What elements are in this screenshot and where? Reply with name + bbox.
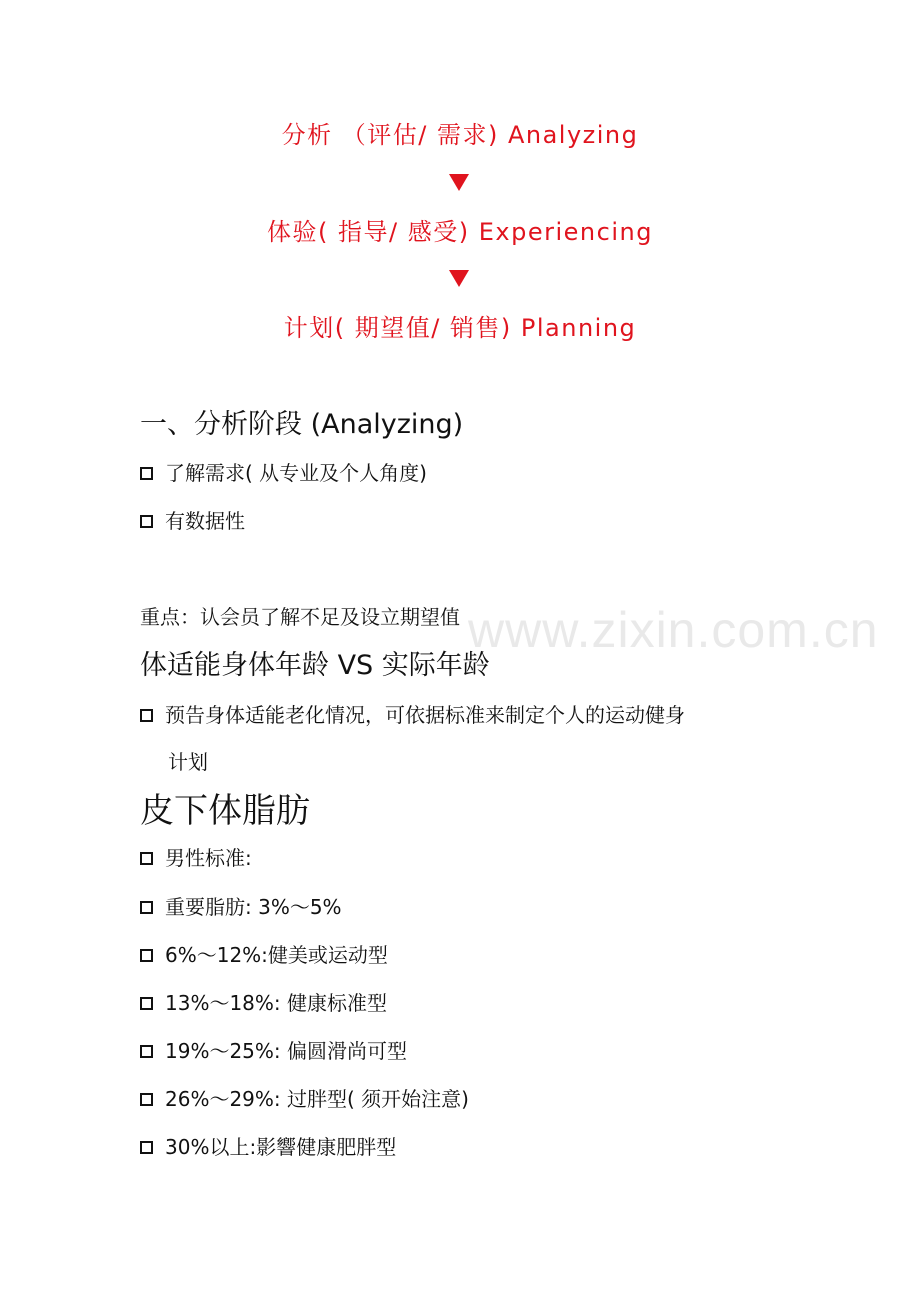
checkbox-icon — [140, 901, 153, 914]
checkbox-icon — [140, 1045, 153, 1058]
list-item-label: 重要脂肪: 3%～5% — [165, 895, 342, 919]
checkbox-icon — [140, 1141, 153, 1154]
section-analyzing-title: 一、分析阶段 (Analyzing) — [140, 409, 464, 440]
checkbox-icon — [140, 709, 153, 722]
body-age-heading: 体适能身体年龄 VS 实际年龄 — [140, 650, 490, 681]
checkbox-icon — [140, 467, 153, 480]
list-item-label: 13%～18%: 健康标准型 — [165, 991, 388, 1015]
checkbox-icon — [140, 997, 153, 1010]
list-item-label: 26%～29%: 过胖型( 须开始注意) — [165, 1087, 469, 1111]
focus-text: 重点：认会员了解不足及设立期望值 — [140, 605, 460, 629]
list-item — [140, 844, 252, 872]
list-item-label: 19%～25%: 偏圆滑尚可型 — [165, 1039, 408, 1063]
list-item-label: 了解需求( 从专业及个人角度) — [165, 461, 427, 485]
checkbox-icon — [140, 852, 153, 865]
down-arrow-icon — [449, 270, 469, 287]
down-arrow-icon — [449, 174, 469, 191]
list-item — [140, 507, 245, 535]
list-item — [140, 1085, 469, 1113]
list-item-label: 男性标准: — [165, 846, 252, 870]
list-item — [140, 701, 685, 729]
list-item — [140, 459, 427, 487]
watermark: www.zixin.com.cn — [468, 602, 879, 658]
checkbox-icon — [140, 515, 153, 528]
section-body-fat-title: 皮下体脂肪 — [140, 791, 310, 831]
list-item-label: 预告身体适能老化情况，可依据标准来制定个人的运动健身 — [165, 703, 685, 727]
flow-step-planning: 计划( 期望值/ 销售) Planning — [283, 314, 637, 342]
list-item-label: 6%～12%:健美或运动型 — [165, 943, 388, 967]
list-item-continuation: 计划 — [168, 750, 208, 774]
list-item-label: 30%以上:影響健康肥胖型 — [165, 1135, 397, 1159]
list-item — [140, 941, 388, 969]
flow-step-experiencing: 体验( 指导/ 感受) Experiencing — [267, 218, 653, 246]
checkbox-icon — [140, 1093, 153, 1106]
list-item — [140, 989, 387, 1017]
list-item — [140, 1037, 407, 1065]
list-item — [140, 893, 342, 921]
list-item-label: 有数据性 — [165, 509, 245, 533]
checkbox-icon — [140, 949, 153, 962]
list-item — [140, 1133, 396, 1161]
flow-step-analyzing: 分析 （评估/ 需求) Analyzing — [281, 121, 639, 149]
